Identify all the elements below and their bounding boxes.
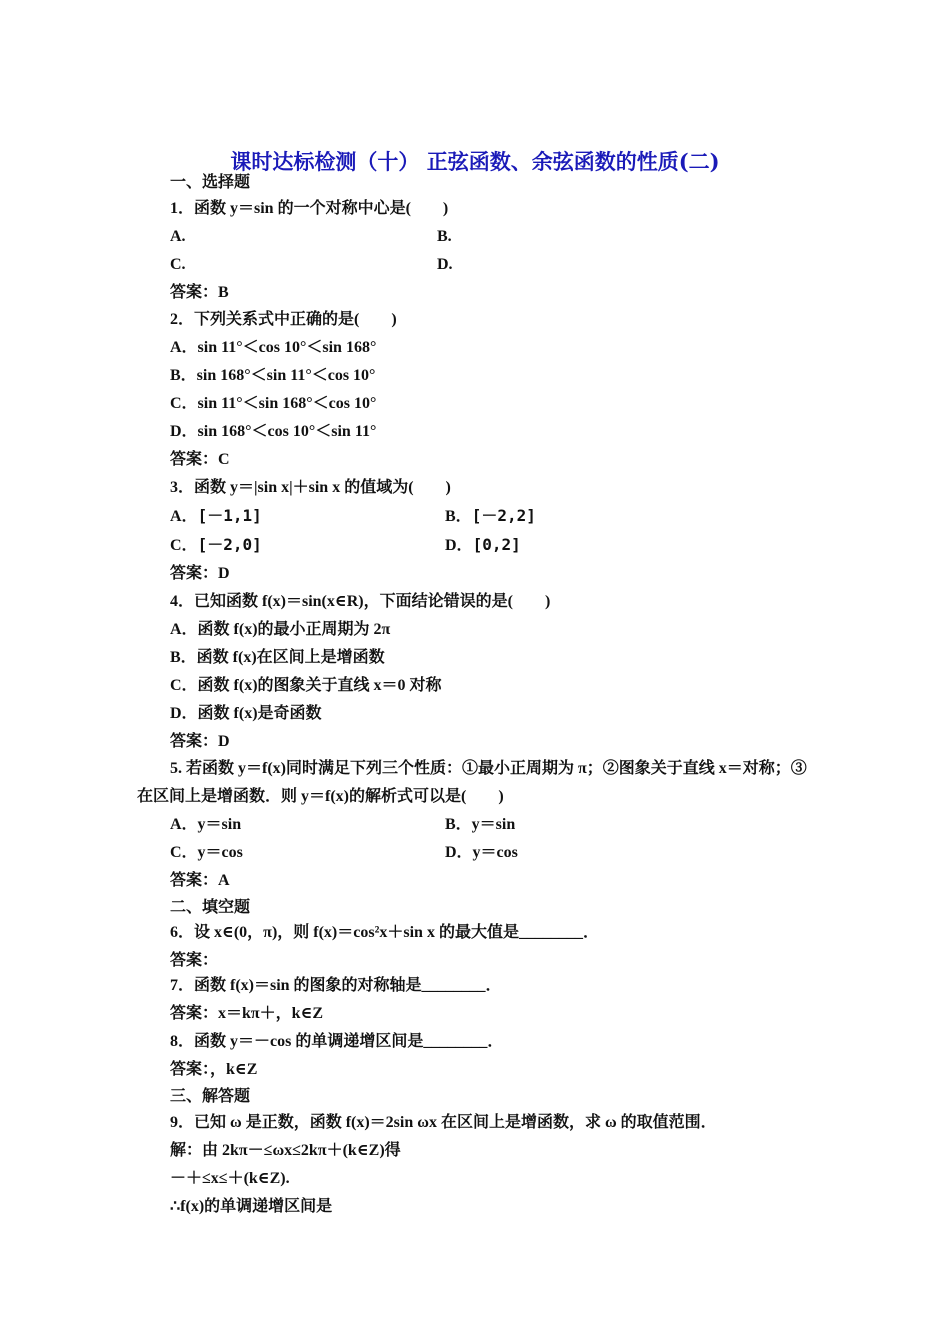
- question-2-option-b: B．sin 168°＜sin 11°＜cos 10°: [170, 367, 376, 384]
- question-5-stem-line-2: 在区间上是增函数．则 y＝f(x)的解析式可以是( ): [137, 788, 504, 805]
- option-value: [－2,0]: [197, 535, 262, 554]
- question-1-option-c: C.: [170, 256, 186, 273]
- question-5-option-b: B．y＝sin: [445, 816, 516, 833]
- question-1-option-b: B.: [437, 228, 452, 245]
- option-label: A．: [170, 508, 198, 525]
- section-heading: 一、选择题: [170, 174, 251, 191]
- question-5-option-a: A．y＝sin: [170, 816, 242, 833]
- option-value: [0,2]: [472, 535, 521, 554]
- option-value: [－1,1]: [197, 506, 262, 525]
- question-3-option-b: [445, 506, 536, 527]
- section-heading: 二、填空题: [170, 899, 251, 916]
- question-3-option-d: [445, 535, 521, 556]
- question-2-option-c: C．sin 11°＜sin 168°＜cos 10°: [170, 395, 377, 412]
- question-6-stem: 6．设 x∈(0，π)，则 f(x)＝cos²x＋sin x 的最大值是________．: [170, 924, 599, 941]
- section-heading: 三、解答题: [170, 1088, 251, 1105]
- question-4-stem: 4．已知函数 f(x)＝sin(x∈R)，下面结论错误的是( ): [170, 593, 551, 610]
- option-label: C．: [170, 537, 198, 554]
- question-2-option-d: D．sin 168°＜cos 10°＜sin 11°: [170, 423, 377, 440]
- question-9-solution-line-1: 解：由 2kπ－≤ωx≤2kπ＋(k∈Z)得: [170, 1142, 401, 1159]
- question-9-solution-line-3: ∴f(x)的单调递增区间是: [170, 1198, 333, 1215]
- question-5-stem-line-1: 5. 若函数 y＝f(x)同时满足下列三个性质：①最小正周期为 π；②图象关于直线 x＝对称；③: [170, 760, 807, 777]
- question-4-option-b: B．函数 f(x)在区间上是增函数: [170, 649, 385, 666]
- question-1-option-d: D.: [437, 256, 453, 273]
- question-2-stem: 2．下列关系式中正确的是( ): [170, 311, 397, 328]
- question-7-stem: 7．函数 f(x)＝sin 的图象的对称轴是________．: [170, 977, 502, 994]
- question-4-answer: 答案：D: [170, 733, 230, 750]
- question-2-option-a: A．sin 11°＜cos 10°＜sin 168°: [170, 339, 377, 356]
- question-8-answer: 答案：，k∈Z: [170, 1061, 258, 1078]
- question-1-answer: 答案：B: [170, 284, 229, 301]
- question-1-option-a: A.: [170, 228, 186, 245]
- option-label: B．: [445, 508, 472, 525]
- question-1-stem: 1．函数 y＝sin 的一个对称中心是( ): [170, 200, 449, 217]
- question-5-option-c: C．y＝cos: [170, 844, 243, 861]
- question-3-option-c: [170, 535, 262, 556]
- option-value: [－2,2]: [471, 506, 536, 525]
- question-9-solution-line-2: －＋≤x≤＋(k∈Z).: [170, 1170, 290, 1187]
- question-8-stem: 8．函数 y＝－cos 的单调递增区间是________．: [170, 1033, 504, 1050]
- question-4-option-a: A．函数 f(x)的最小正周期为 2π: [170, 621, 391, 638]
- page-title: 课时达标检测（十） 正弦函数、余弦函数的性质(二): [230, 149, 720, 174]
- question-9-stem: 9．已知 ω 是正数，函数 f(x)＝2sin ωx 在区间上是增函数，求 ω 的取值范围．: [170, 1114, 717, 1131]
- question-5-answer: 答案：A: [170, 872, 230, 889]
- question-3-option-a: [170, 506, 262, 527]
- question-4-option-c: C．函数 f(x)的图象关于直线 x＝0 对称: [170, 677, 442, 694]
- question-7-answer: 答案：x＝kπ＋，k∈Z: [170, 1005, 324, 1022]
- option-label: D．: [445, 537, 473, 554]
- question-3-answer: 答案：D: [170, 565, 230, 582]
- question-3-stem: 3．函数 y＝|sin x|＋sin x 的值域为( ): [170, 479, 451, 496]
- question-2-answer: 答案：C: [170, 451, 230, 468]
- question-4-option-d: D．函数 f(x)是奇函数: [170, 705, 322, 722]
- question-5-option-d: D．y＝cos: [445, 844, 518, 861]
- question-6-answer: 答案：: [170, 952, 219, 969]
